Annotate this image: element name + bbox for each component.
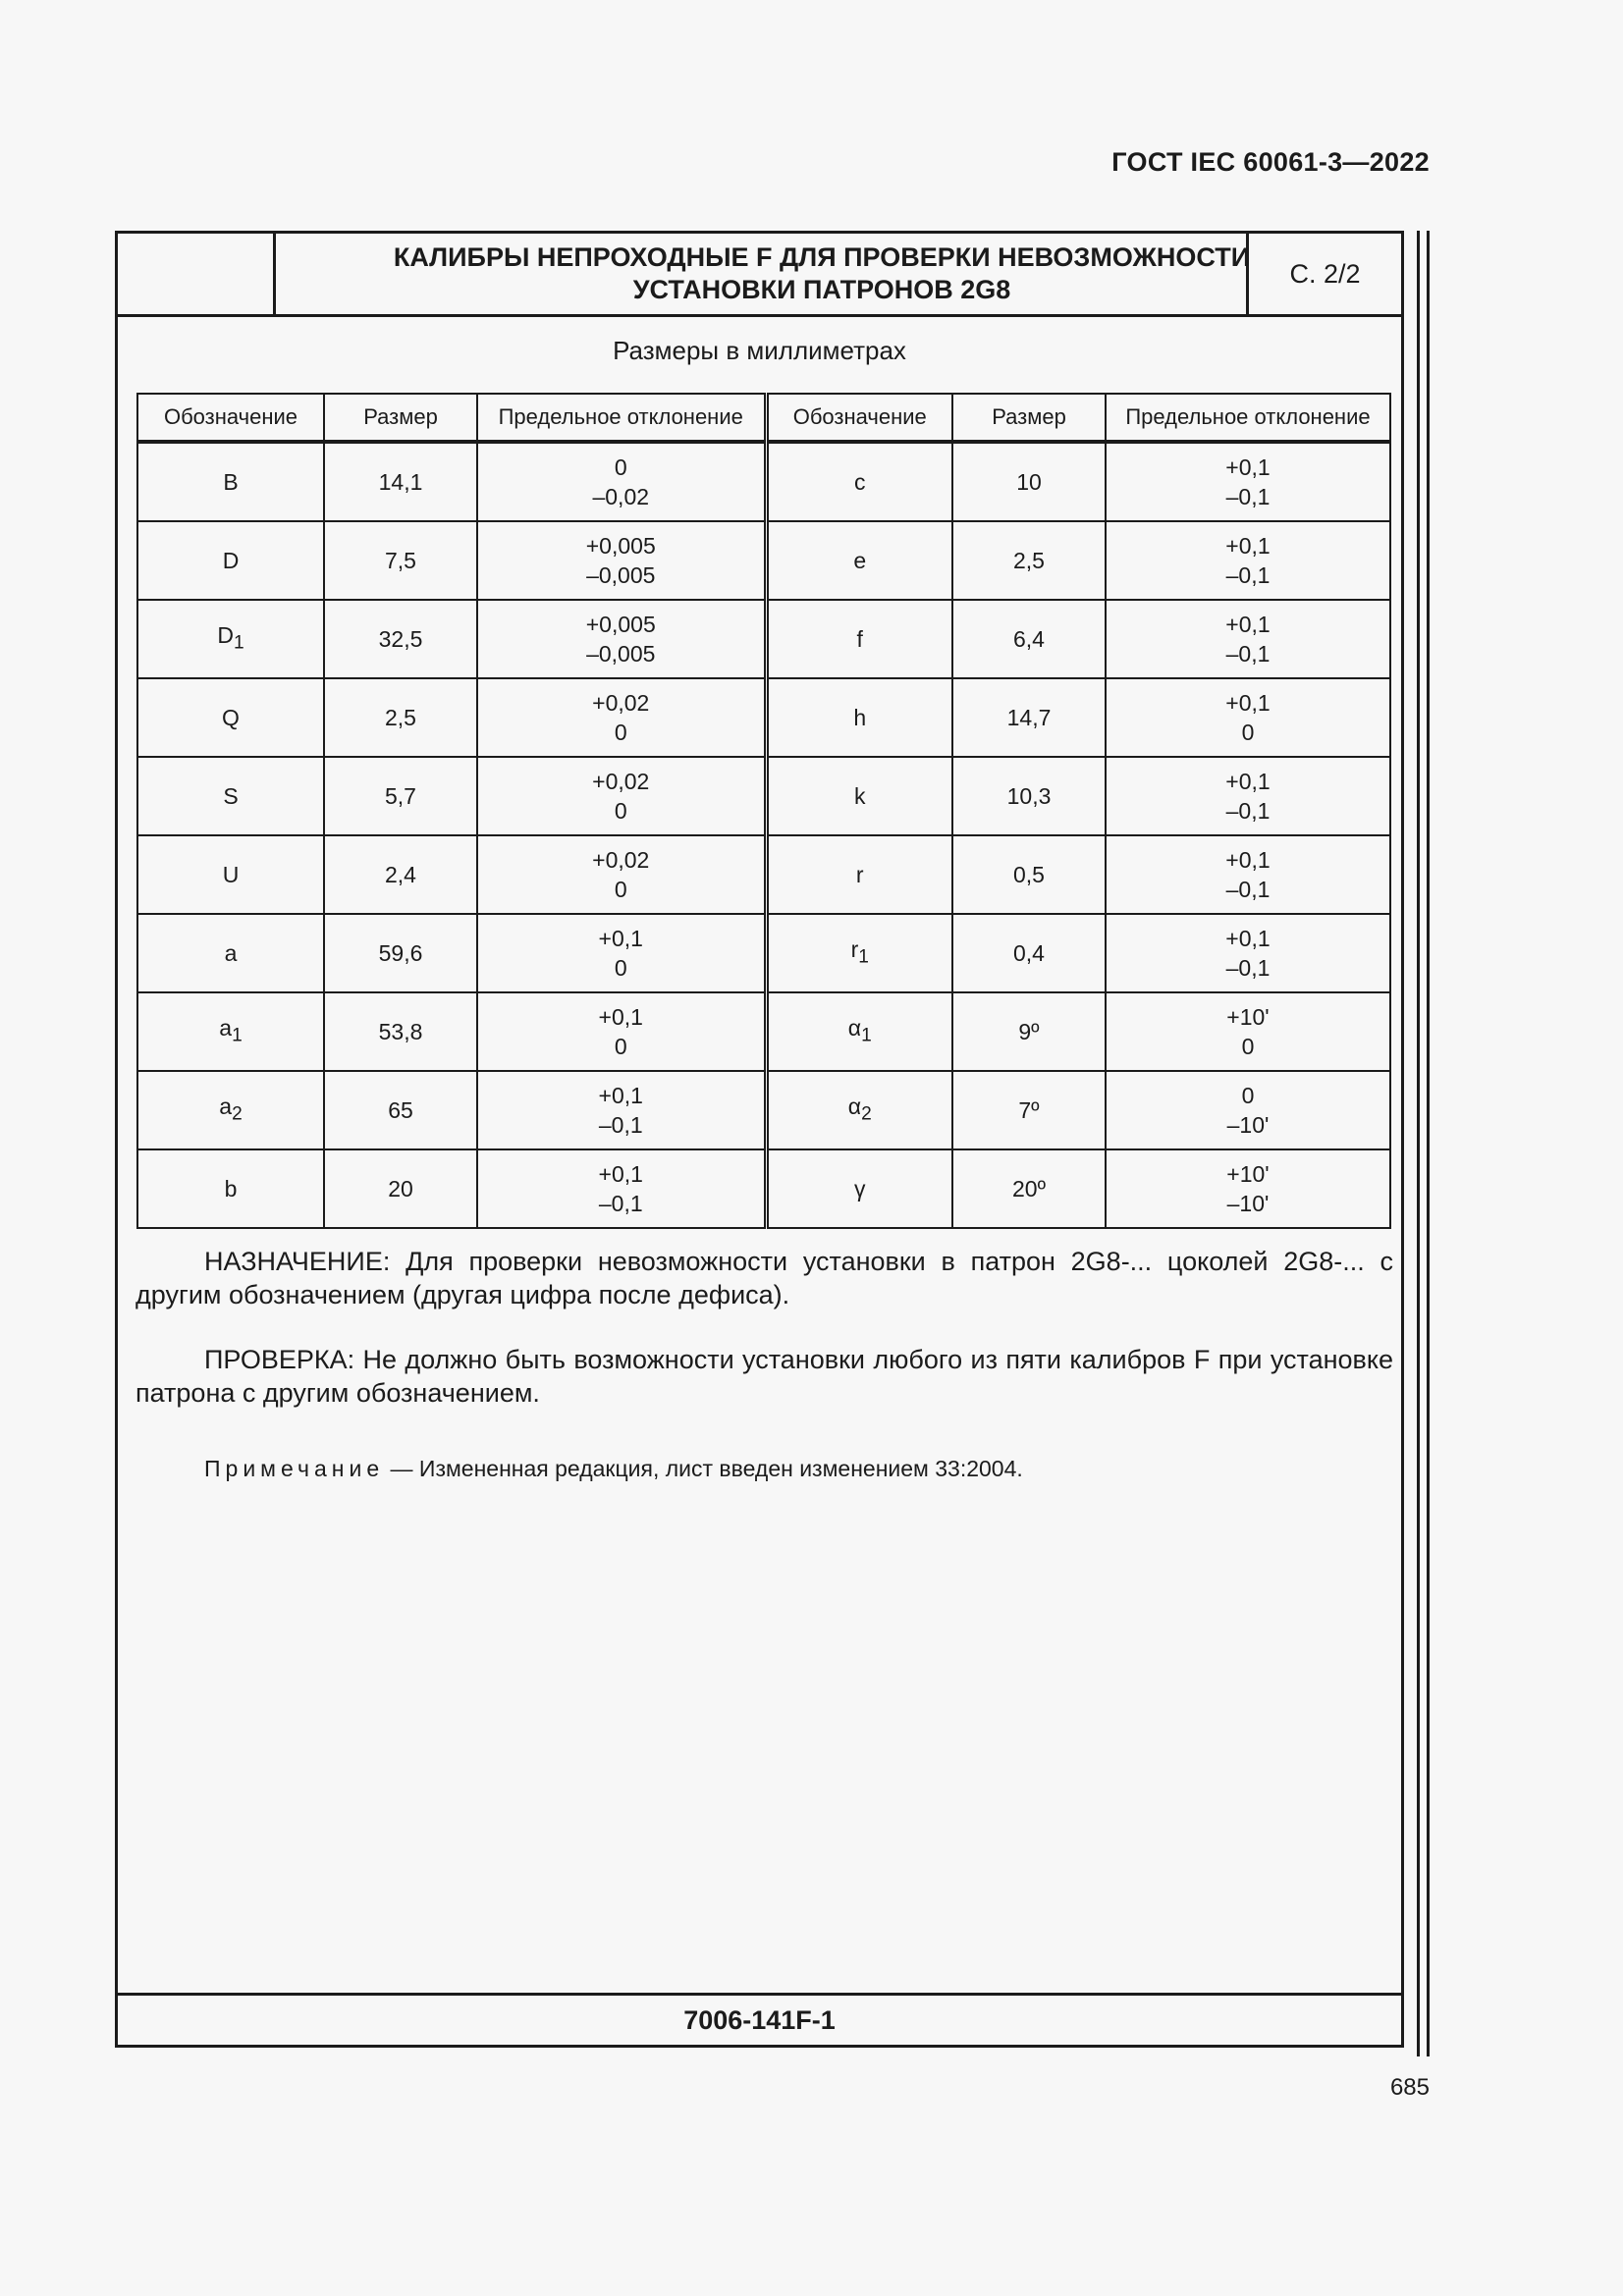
lower-deviation: –0,1 (1225, 798, 1271, 824)
tolerance-cell (1106, 521, 1390, 600)
upper-deviation: +0,1 (1225, 769, 1271, 794)
upper-deviation: +0,1 (1225, 847, 1271, 873)
table-row (137, 442, 1390, 521)
lower-deviation: –0,1 (1225, 484, 1271, 509)
tolerance-cell (477, 521, 766, 600)
tolerance-cell (477, 442, 766, 521)
designation-cell (766, 442, 952, 521)
designation: b (224, 1176, 238, 1201)
upper-deviation: +10' (1226, 1004, 1270, 1030)
designation: a (219, 1093, 233, 1119)
size-cell: 5,7 (324, 757, 477, 835)
designation-cell (766, 757, 952, 835)
upper-deviation: +0,005 (585, 612, 656, 637)
size-cell: 0,5 (952, 835, 1106, 914)
size-cell: 20 (324, 1149, 477, 1228)
upper-deviation: +0,02 (592, 769, 650, 794)
lower-deviation: 0 (614, 1034, 627, 1059)
lower-deviation: 0 (1241, 720, 1255, 745)
designation-cell (766, 1071, 952, 1149)
designation-cell (766, 678, 952, 757)
designation: D (217, 621, 234, 648)
sheet-code: 7006-141F-1 (118, 1993, 1401, 2045)
designation-cell (137, 992, 324, 1071)
tolerance-cell (477, 1071, 766, 1149)
size-cell: 7º (952, 1071, 1106, 1149)
upper-deviation: +0,1 (598, 1004, 643, 1030)
col-header-tolerance: Предельное отклонение (1106, 394, 1390, 442)
frame-side-line (1427, 231, 1430, 2056)
size-cell: 9º (952, 992, 1106, 1071)
upper-deviation: +0,1 (1225, 454, 1271, 480)
lower-deviation: –0,005 (586, 562, 656, 588)
upper-deviation: +0,1 (598, 1161, 643, 1187)
lower-deviation: –10' (1226, 1191, 1270, 1216)
tolerance-cell (477, 914, 766, 992)
designation: h (853, 705, 867, 730)
tolerance-cell (477, 600, 766, 678)
designation-cell (137, 1071, 324, 1149)
table-row (137, 757, 1390, 835)
size-cell: 0,4 (952, 914, 1106, 992)
designation-cell (766, 1149, 952, 1228)
designation: B (223, 469, 239, 495)
designation: S (223, 783, 239, 809)
designation-cell (766, 914, 952, 992)
designation-cell (137, 442, 324, 521)
size-cell: 53,8 (324, 992, 477, 1071)
lower-deviation: 0 (614, 877, 627, 902)
table-header-row (137, 394, 1390, 442)
tolerance-cell (1106, 757, 1390, 835)
col-header-designation: Обозначение (766, 394, 952, 442)
col-header-size: Размер (952, 394, 1106, 442)
lower-deviation: –10' (1226, 1112, 1270, 1138)
lower-deviation: –0,1 (1225, 877, 1271, 902)
tolerance-cell (477, 678, 766, 757)
designation-cell (137, 600, 324, 678)
designation: α (847, 1014, 862, 1041)
designation: e (853, 548, 867, 573)
upper-deviation: +0,02 (592, 690, 650, 716)
tolerance-cell (1106, 678, 1390, 757)
page-number: 685 (1389, 2074, 1430, 2101)
upper-deviation: +0,1 (598, 926, 643, 951)
designation-cell (766, 992, 952, 1071)
designation: γ (854, 1176, 866, 1201)
table-row (137, 835, 1390, 914)
tolerance-cell (1106, 442, 1390, 521)
tolerance-cell (477, 992, 766, 1071)
col-header-designation: Обозначение (137, 394, 324, 442)
units-caption: Размеры в миллиметрах (613, 336, 906, 365)
title-block-empty-cell (118, 234, 276, 314)
lower-deviation: 0 (614, 798, 627, 824)
sheet-number: С. 2/2 (1246, 234, 1401, 314)
tolerance-cell (477, 1149, 766, 1228)
designation-cell (137, 1149, 324, 1228)
title-block (118, 234, 1401, 317)
upper-deviation: +0,1 (1225, 690, 1271, 716)
size-cell: 32,5 (324, 600, 477, 678)
lower-deviation: 0 (1241, 1034, 1255, 1059)
table-row (137, 1071, 1390, 1149)
note-label: Примечание (204, 1456, 385, 1481)
designation-cell (137, 835, 324, 914)
sheet-title-line-1: КАЛИБРЫ НЕПРОХОДНЫЕ F ДЛЯ ПРОВЕРКИ НЕВОЗМОЖНОСТИ (393, 242, 1251, 272)
designation-cell (137, 678, 324, 757)
designation: D (222, 548, 240, 573)
note-paragraph (204, 1456, 1023, 1482)
upper-deviation: +0,1 (1225, 533, 1271, 559)
designation: a (224, 940, 238, 966)
designation: r (855, 862, 864, 887)
dimensions-table (136, 393, 1391, 1229)
lower-deviation: 0 (614, 955, 627, 981)
lower-deviation: –0,02 (592, 484, 650, 509)
tolerance-cell (1106, 1149, 1390, 1228)
tolerance-cell (1106, 600, 1390, 678)
upper-deviation: +0,1 (1225, 926, 1271, 951)
designation: f (856, 626, 863, 652)
table-row (137, 678, 1390, 757)
drawing-sheet-frame (115, 231, 1404, 2048)
upper-deviation: 0 (1241, 1083, 1255, 1108)
size-cell: 14,7 (952, 678, 1106, 757)
designation-cell (766, 600, 952, 678)
size-cell: 10,3 (952, 757, 1106, 835)
lower-deviation: –0,005 (586, 641, 656, 667)
tolerance-cell (1106, 835, 1390, 914)
designation-subscript: 1 (233, 632, 244, 654)
size-cell: 14,1 (324, 442, 477, 521)
designation: Q (222, 705, 240, 730)
upper-deviation: +0,1 (598, 1083, 643, 1108)
table-row (137, 521, 1390, 600)
tolerance-cell (1106, 914, 1390, 992)
table-row (137, 1149, 1390, 1228)
size-cell: 10 (952, 442, 1106, 521)
designation-cell (766, 835, 952, 914)
table-row (137, 914, 1390, 992)
lower-deviation: –0,1 (1225, 955, 1271, 981)
upper-deviation: +0,1 (1225, 612, 1271, 637)
lower-deviation: –0,1 (1225, 641, 1271, 667)
size-cell: 2,5 (952, 521, 1106, 600)
lower-deviation: 0 (614, 720, 627, 745)
lower-deviation: –0,1 (598, 1112, 643, 1138)
designation-cell (137, 914, 324, 992)
col-header-tolerance: Предельное отклонение (477, 394, 766, 442)
designation: a (219, 1014, 233, 1041)
tolerance-cell (477, 835, 766, 914)
designation-cell (137, 521, 324, 600)
size-cell: 6,4 (952, 600, 1106, 678)
note-text: — Измененная редакция, лист введен изменением 33:2004. (384, 1456, 1023, 1481)
upper-deviation: +0,02 (592, 847, 650, 873)
frame-side-line (1417, 231, 1420, 2056)
lower-deviation: –0,1 (1225, 562, 1271, 588)
designation-cell (766, 521, 952, 600)
designation: α (847, 1093, 862, 1119)
size-cell: 20º (952, 1149, 1106, 1228)
designation: r (850, 935, 859, 962)
tolerance-cell (1106, 992, 1390, 1071)
designation-subscript: 1 (858, 946, 869, 968)
designation: U (222, 862, 240, 887)
size-cell: 7,5 (324, 521, 477, 600)
sheet-title (276, 234, 1368, 314)
designation-subscript: 2 (861, 1103, 872, 1125)
size-cell: 59,6 (324, 914, 477, 992)
table-row (137, 600, 1390, 678)
tolerance-cell (477, 757, 766, 835)
designation-cell (137, 757, 324, 835)
lower-deviation: –0,1 (598, 1191, 643, 1216)
size-cell: 65 (324, 1071, 477, 1149)
upper-deviation: 0 (614, 454, 627, 480)
upper-deviation: +10' (1226, 1161, 1270, 1187)
col-header-size: Размер (324, 394, 477, 442)
tolerance-cell (1106, 1071, 1390, 1149)
check-paragraph: ПРОВЕРКА: Не должно быть возможности установки любого из пяти калибров F при установке патрона с другим обозначением. (135, 1345, 1393, 1408)
designation-subscript: 1 (232, 1025, 243, 1046)
sheet-title-line-2: УСТАНОВКИ ПАТРОНОВ 2G8 (632, 275, 1011, 304)
size-cell: 2,5 (324, 678, 477, 757)
designation-subscript: 1 (861, 1025, 872, 1046)
size-cell: 2,4 (324, 835, 477, 914)
upper-deviation: +0,005 (585, 533, 656, 559)
purpose-paragraph: НАЗНАЧЕНИЕ: Для проверки невозможности установки в патрон 2G8-... цоколей 2G8-... с другим обозначением (другая цифра после дефиса). (135, 1247, 1393, 1309)
table-row (137, 992, 1390, 1071)
designation-subscript: 2 (232, 1103, 243, 1125)
designation: k (854, 783, 866, 809)
standard-designation: ГОСТ IEC 60061-3—2022 (1111, 147, 1430, 177)
designation: c (854, 469, 866, 495)
